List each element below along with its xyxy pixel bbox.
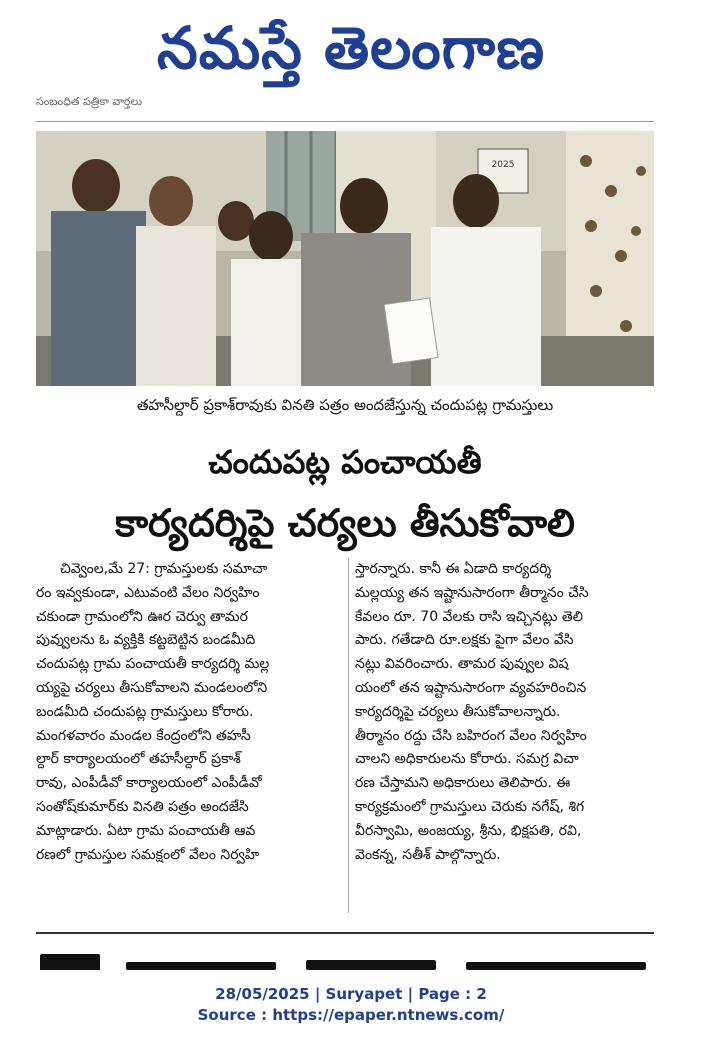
cropped-glyphs	[306, 960, 436, 970]
article-line: మాట్లాడారు. ఏటా గ్రామ పంచాయతీ ఆవ	[36, 822, 256, 839]
column-divider	[348, 558, 349, 913]
headline-main: కార్యదర్శిపై చర్యలు తీసుకోవాలి	[115, 501, 575, 545]
article-line: చందుపట్ల గ్రామ పంచాయతీ కార్యదర్శి మల్ల	[36, 656, 270, 673]
article-line: చివ్వెంల,మే 27: గ్రామస్తులకు సమాచా	[60, 561, 268, 577]
article-line: తీర్మానం రద్దు చేసి బహిరంగ వేలం నిర్వహిం	[355, 727, 587, 744]
article-line: పారు. గతేడాది రూ.లక్షకు పైగా వేలం వేసి	[355, 632, 574, 649]
article-line: పువ్వులను ఓ వ్యక్తికి కట్టబెట్టిన బండమీది	[36, 632, 256, 649]
article-line: యంలో తన ఇష్టానుసారంగా వ్యవహరించిన	[355, 679, 587, 696]
cropped-glyphs	[126, 962, 276, 970]
divider	[36, 121, 654, 122]
article-line: వెంకన్న, సతీశ్ పాల్గొన్నారు.	[355, 846, 501, 863]
article-line: నట్లు వివరించారు. తామర పువ్వుల విష	[355, 656, 569, 673]
headline-kicker: చందుపట్ల పంచాయతీ	[208, 443, 482, 481]
cropped-glyphs	[466, 962, 646, 970]
article-line: కార్యక్రమంలో గ్రామస్తులు చెరుకు నగేష్, శిగ	[355, 798, 585, 815]
calendar-label: 2025	[491, 160, 515, 170]
footer-source-line: Source : https://epaper.ntnews.com/	[197, 1006, 505, 1024]
next-article-cropped-headline	[36, 940, 654, 970]
news-photo	[36, 131, 654, 386]
article-line: రణలో గ్రామస్తుల సమక్షంలో వేలం నిర్వహి	[36, 846, 260, 863]
article-line: య్యపై చర్యలు తీసుకోవాలని మండలంలోని	[36, 679, 268, 696]
article-line: బండమీది చందుపట్ల గ్రామస్తులు కోరారు.	[36, 703, 254, 720]
article-line: వీరస్వామి, అంజయ్య, శ్రీను, భిక్షపతి, రవి,	[355, 822, 582, 839]
article-line: కార్యదర్శిపై చర్యలు తీసుకోవాలన్నారు.	[355, 703, 561, 720]
article-line: రం ఇవ్వకుండా, ఎటువంటి వేలం నిర్వహిం	[36, 584, 260, 601]
article-column-left	[36, 558, 342, 918]
article-line: కేవలం రూ. 70 వేలకు రాసి ఇచ్చినట్లు తెలి	[355, 608, 584, 625]
article-line: ల్దార్ కార్యాలయంలో తహసీల్దార్ ప్రకాశ్	[36, 751, 241, 768]
cropped-glyphs	[40, 954, 100, 970]
divider	[36, 932, 654, 934]
article-line: సంతోష్‌కుమార్‌కు వినతి పత్రం అందజేసి	[36, 798, 249, 815]
article-line: మంగళవారం మండల కేంద్రంలోని తహసీ	[36, 727, 251, 744]
photo-illustration	[36, 131, 654, 386]
photo-caption: తహసీల్దార్ ప్రకాశ్‌రావుకు వినతి పత్రం అందజేస్తున్న చందుపట్ల గ్రామస్తులు	[136, 396, 554, 414]
masthead	[0, 8, 702, 88]
article-line: స్తారన్నారు. కానీ ఈ ఏడాది కార్యదర్శి	[355, 561, 552, 577]
article-line: చాలని అధికారులను కోరారు. సమగ్ర విచా	[355, 751, 579, 768]
article-line: రావు, ఎంపీడీవో కార్యాలయంలో ఎంపీడీవో	[36, 775, 262, 792]
footer-date-line: 28/05/2025 | Suryapet | Page : 2	[215, 985, 487, 1003]
previous-article-fragment: సంబంధిత పత్రికా వార్తలు	[36, 95, 143, 108]
article-line: చకుండా గ్రామంలోని ఊర చెర్వు తామర	[36, 608, 248, 625]
newspaper-title: నమస్తే తెలంగాణ	[157, 14, 545, 82]
article-line: మల్లయ్య తన ఇష్టానుసారంగా తీర్మానం చేసి	[355, 584, 589, 601]
article-line: రణ చేస్తామని అధికారులు తెలిపారు. ఈ	[355, 775, 571, 792]
article-column-right	[355, 558, 655, 918]
